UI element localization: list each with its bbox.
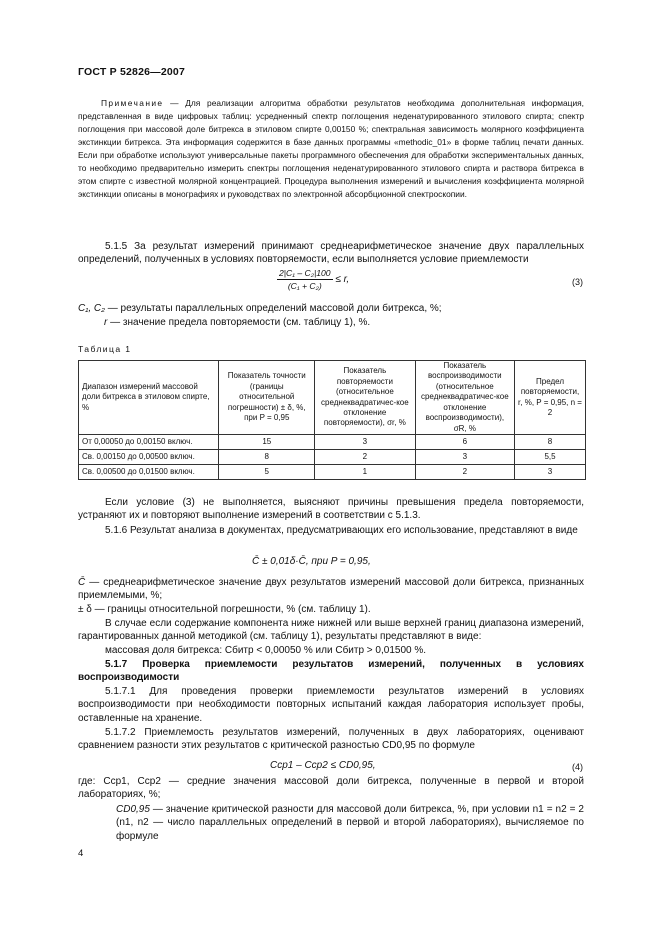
paragraph-mass-fraction: массовая доля битрекса: Cбитр < 0,00050 % или Cбитр > 0,01500 %.	[105, 645, 427, 656]
formula-3	[277, 268, 349, 291]
equation-number-3: (3)	[572, 277, 583, 287]
section-5-1-5: 5.1.5 За результат измерений принимают среднеарифметическое значение двух параллельных определений, полученных в условиях повторяемости, если выполняется условие приемлемости	[78, 241, 584, 266]
definition-text: — значение предела повторяемости (см. таблицу 1), %.	[107, 317, 371, 328]
table-cell: 6	[415, 435, 514, 450]
table-header-cell: Показатель точности (границы относительной погрешности) ± δ, %, при P = 0,95	[219, 361, 315, 435]
definition-c-mean	[78, 576, 584, 603]
table-cell: 3	[315, 435, 416, 450]
formula-4: Cср1 – Cср2 ≤ CD0,95,	[270, 760, 376, 771]
section-5-1-6: 5.1.6 Результат анализа в документах, предусматривающих его использование, представляют в виде	[105, 525, 578, 536]
note-label: Примечание	[101, 98, 164, 108]
definition-text: — значение критической разности для массовой доли битрекса, %, при условии n1 = n2 = 2 (n1, n2 — число параллельных определений в первой и второй лабораториях), вычисляемое по формуле	[116, 804, 584, 842]
table-header-cell: Показатель воспроизводимости (относительное среднеквадратичес-кое отклонение воспроизводимости), σR, %	[415, 361, 514, 435]
table-row	[79, 450, 586, 465]
definition-text: — среднеарифметическое значение двух результатов измерений массовой доли битрекса, признанных приемлемыми, %;	[78, 577, 584, 602]
table-header-row	[79, 361, 586, 435]
formula-3-rhs: ≤ r,	[335, 274, 350, 285]
definition-symbol: C₁, C₂	[78, 303, 105, 314]
table-row	[79, 465, 586, 480]
table-cell: От 0,00050 до 0,00150 включ.	[79, 435, 219, 450]
section-5-1-7-1: 5.1.7.1 Для проведения проверки приемлемости результатов измерений в условиях воспроизводимости при необходимости повторных испытаний каждая лаборатория использует пробы, оставленные на хранение.	[78, 686, 584, 724]
table-cell: 8	[219, 450, 315, 465]
section-5-1-7-2: 5.1.7.2 Приемлемость результатов измерений, полученных в двух лабораториях, оценивают сравнением разности этих результатов с критической разностью CD0,95 по формуле	[78, 727, 584, 752]
table-cell: Св. 0,00500 до 0,01500 включ.	[79, 465, 219, 480]
table-row	[79, 435, 586, 450]
definition-r	[104, 316, 584, 329]
document-header: ГОСТ Р 52826—2007	[78, 66, 186, 78]
table-header-cell: Предел повторяемости, r, %, P = 0,95, n = 2	[515, 361, 586, 435]
formula-result: C̄ ± 0,01δ·C̄, при P = 0,95,	[252, 556, 371, 567]
table-cell: 3	[515, 465, 586, 480]
formula-3-denominator: (C₁ + C₂)	[287, 281, 322, 291]
paragraph-after-table: Если условие (3) не выполняется, выясняют причины превышения предела повторяемости, устраняют их и повторяют выполнение измерений в соответствии с 5.1.3.	[78, 497, 584, 522]
definition-symbol: C̄	[78, 577, 86, 588]
definition-symbol: где: Cср1, Cср2	[78, 776, 161, 787]
definition-text: — средние значения массовой доли битрекса, полученные в первой и второй лабораториях, %;	[78, 776, 584, 801]
note-text: Для реализации алгоритма обработки результатов необходима дополнительная информация, представленная в виде цифровых таблиц: усредненный спектр поглощения неденатурированного этилового спирта; спектр поглощения при массовой доле битрекса в этиловом спирте 0,00150 %; спектральная зависимость молярного коэффициента экстинкции битрекса. Эта информация содержится в базе данных программы «methodic_01» в форме таблиц печати данных. Если при обработке используют универсальные пакеты программного обеспечения для обработки экспериментальных данных, то необходимо предварительно измерить спектры поглощения неденатурированного этилового спирта и раствора битрекса в этом спирте с известной молярной концентрацией. Процедура выполнения измерений и вычисления коэффициента молярной экстинкции описаны в монографиях и руководствах по электронной абсорбционной спектроскопии.	[78, 98, 584, 200]
table-caption: Таблица 1	[78, 344, 132, 354]
table-header-cell: Показатель повторяемости (относительное среднеквадратичес-кое отклонение повторяемости), σr, %	[315, 361, 416, 435]
table-cell: 8	[515, 435, 586, 450]
table-cell: 15	[219, 435, 315, 450]
table-cell: 5	[219, 465, 315, 480]
definition-delta	[78, 603, 584, 616]
definition-symbol: ± δ	[78, 604, 92, 615]
table-cell: Св. 0,00150 до 0,00500 включ.	[79, 450, 219, 465]
table-header-cell: Диапазон измерений массовой доли битрекса в этиловом спирте, %	[79, 361, 219, 435]
definition-symbol: r	[104, 317, 108, 328]
page-number: 4	[78, 848, 84, 859]
paragraph-range-outside: В случае если содержание компонента ниже нижней или выше верхней границ диапазона измерений, гарантированных данной методикой (см. таблицу 1), результаты представляют в виде:	[78, 618, 584, 643]
definition-c1-c2	[78, 302, 584, 315]
table-cell: 3	[415, 450, 514, 465]
table-1	[78, 360, 586, 480]
note-dash: —	[163, 98, 186, 108]
table-cell: 2	[315, 450, 416, 465]
table-cell: 2	[415, 465, 514, 480]
definition-cd	[116, 803, 584, 843]
definition-text: — результаты параллельных определений массовой доли битрекса, %;	[104, 303, 442, 314]
definition-ccp	[78, 775, 584, 802]
formula-3-fraction	[277, 268, 333, 291]
equation-number-4: (4)	[572, 762, 583, 772]
table-cell: 5,5	[515, 450, 586, 465]
table-cell: 1	[315, 465, 416, 480]
formula-3-numerator: 2|C₁ – C₂|100	[279, 268, 331, 278]
definition-text: — границы относительной погрешности, % (см. таблицу 1).	[91, 604, 371, 615]
section-5-1-7-title: 5.1.7 Проверка приемлемости результатов измерений, полученных в условиях воспроизводимости	[78, 659, 584, 684]
note-paragraph	[78, 97, 584, 201]
definition-symbol: CD0,95	[116, 804, 150, 815]
